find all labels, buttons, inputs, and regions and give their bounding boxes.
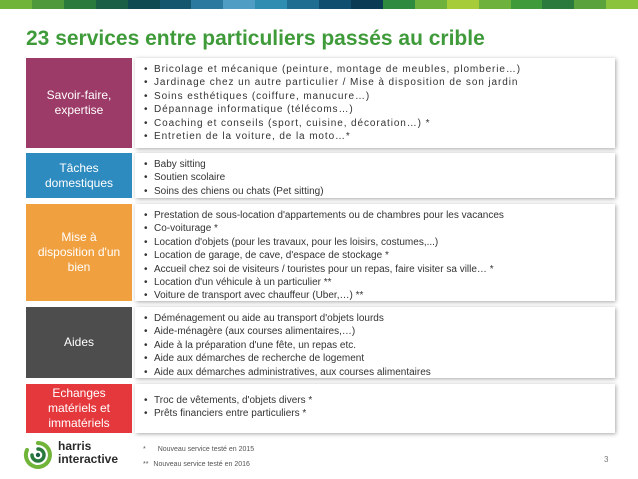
logo-wordmark [58, 440, 118, 466]
service-list [135, 307, 615, 378]
color-bar-segment [606, 0, 638, 9]
list-item: • Entretien de la voiture, de la moto…* [144, 130, 609, 143]
color-bar-segment [32, 0, 64, 9]
list-item: • Soutien scolaire [144, 171, 609, 184]
color-bar-segment [0, 0, 32, 9]
color-bar-segment [96, 0, 128, 9]
color-bar-segment [191, 0, 223, 9]
list-item: • Location d'un véhicule à un particulier ** [144, 276, 609, 289]
color-bar-segment [319, 0, 351, 9]
list-item: • Prestation de sous-location d'appartements ou de chambres pour les vacances [144, 209, 609, 222]
color-bar-segment [447, 0, 479, 9]
service-list [135, 384, 615, 433]
footnote-marker: ** [143, 461, 149, 468]
color-bar-segment [542, 0, 574, 9]
list-item: • Prêts financiers entre particuliers * [144, 407, 609, 420]
section-mise-a-disposition [26, 204, 615, 301]
list-item: • Accueil chez soi de visiteurs / touristes pour un repas, faire visiter sa ville… * [144, 263, 609, 276]
list-item: • Location de garage, de cave, d'espace de stockage * [144, 249, 609, 262]
service-list [135, 153, 615, 198]
section-savoir-faire [26, 58, 615, 148]
color-bar-segment [223, 0, 255, 9]
list-item: • Troc de vêtements, d'objets divers * [144, 394, 609, 407]
service-list [135, 58, 615, 148]
harris-interactive-logo [22, 440, 122, 470]
color-bar-segment [287, 0, 319, 9]
footnote-text: Nouveau service testé en 2016 [153, 461, 250, 468]
footnote-2015 [143, 446, 254, 453]
color-bar-segment [128, 0, 160, 9]
footnote-text: Nouveau service testé en 2015 [157, 446, 255, 453]
list-item: • Bricolage et mécanique (peinture, montage de meubles, plomberie…) [144, 63, 609, 76]
footnote-2016 [143, 461, 250, 468]
list-item: • Aide aux démarches de recherche de logement [144, 352, 609, 365]
list-item: • Location d'objets (pour les travaux, pour les loisirs, costumes,...) [144, 236, 609, 249]
category-label: Aides [26, 307, 132, 378]
list-item: • Soins esthétiques (coiffure, manucure…) [144, 90, 609, 103]
section-taches-domestiques [26, 153, 615, 198]
color-bar-segment [415, 0, 447, 9]
list-item: • Soins des chiens ou chats (Pet sitting) [144, 185, 609, 198]
top-color-bar [0, 0, 638, 9]
category-label: Savoir-faire, expertise [26, 58, 132, 148]
logo-line-1: harris [58, 439, 92, 453]
list-item: • Voiture de transport avec chauffeur (Uber,…) ** [144, 289, 609, 302]
list-item: • Coaching et conseils (sport, cuisine, décoration…) * [144, 117, 609, 130]
list-item: • Déménagement ou aide au transport d'objets lourds [144, 312, 609, 325]
color-bar-segment [255, 0, 287, 9]
category-label: Tâches domestiques [26, 153, 132, 198]
service-list [135, 204, 615, 301]
list-item: • Jardinage chez un autre particulier / Mise à disposition de son jardin [144, 76, 609, 89]
list-item: • Aide à la préparation d'une fête, un repas etc. [144, 339, 609, 352]
logo-line-2: interactive [58, 452, 119, 466]
section-aides [26, 307, 615, 378]
list-item: • Aide-ménagère (aux courses alimentaires,…) [144, 325, 609, 338]
logo-swirl-icon [22, 440, 54, 470]
color-bar-segment [383, 0, 415, 9]
color-bar-segment [351, 0, 383, 9]
list-item: • Aide aux démarches administratives, aux courses alimentaires [144, 366, 609, 379]
color-bar-segment [574, 0, 606, 9]
page-title: 23 services entre particuliers passés au crible [26, 27, 485, 50]
color-bar-segment [160, 0, 192, 9]
color-bar-segment [511, 0, 543, 9]
list-item: • Dépannage informatique (télécoms…) [144, 103, 609, 116]
list-item: • Co-voiturage * [144, 222, 609, 235]
footnote-marker: * [143, 446, 146, 453]
color-bar-segment [64, 0, 96, 9]
color-bar-segment [479, 0, 511, 9]
page-number: 3 [604, 455, 609, 464]
category-label: Echanges matériels et immatériels [26, 384, 132, 433]
section-echanges [26, 384, 615, 433]
category-label: Mise à disposition d'un bien [26, 204, 132, 301]
list-item: • Baby sitting [144, 158, 609, 171]
